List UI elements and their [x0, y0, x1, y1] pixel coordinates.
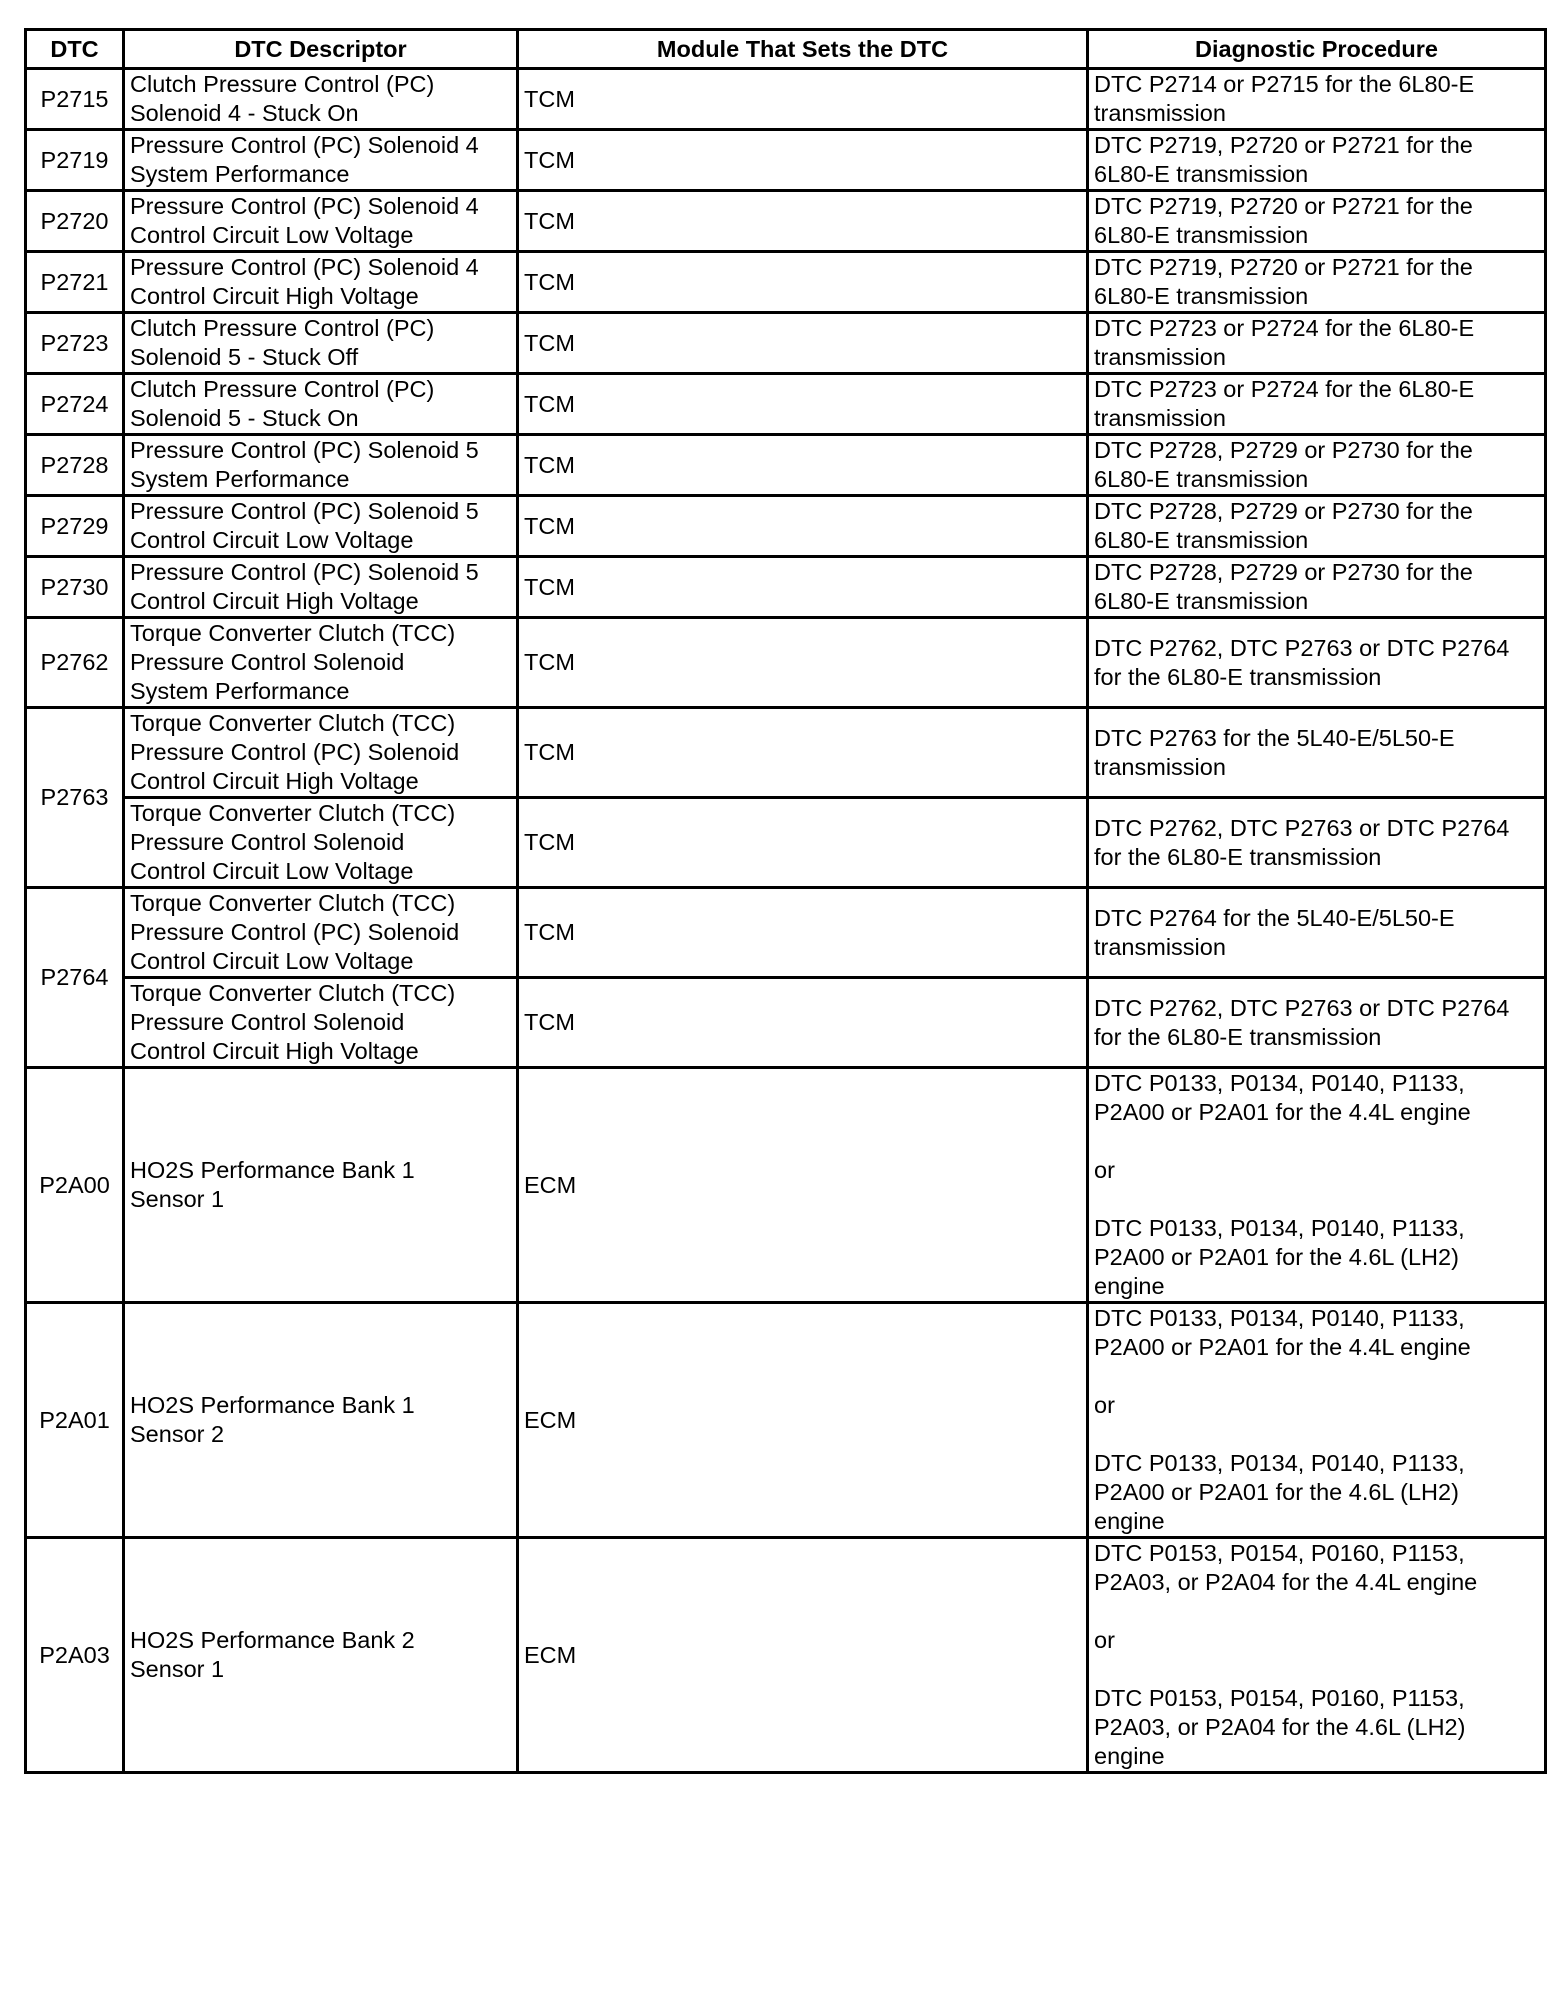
diagnostic-procedure-cell: DTC P2719, P2720 or P2721 for the 6L80-E transmission	[1088, 130, 1546, 191]
table-header	[26, 30, 1546, 69]
dtc-code-cell: P2A01	[26, 1303, 124, 1538]
diagnostic-procedure-cell: DTC P2762, DTC P2763 or DTC P2764 for the 6L80-E transmission	[1088, 798, 1546, 888]
dtc-code-cell: P2762	[26, 618, 124, 708]
dtc-code-cell: P2721	[26, 252, 124, 313]
table-row	[26, 1303, 1546, 1538]
module-cell: TCM	[518, 252, 1088, 313]
dtc-descriptor-cell: Torque Converter Clutch (TCC) Pressure Control (PC) Solenoid Control Circuit Low Voltage	[124, 888, 518, 978]
table-row	[26, 435, 1546, 496]
diagnostic-procedure-cell: DTC P2762, DTC P2763 or DTC P2764 for the 6L80-E transmission	[1088, 618, 1546, 708]
diagnostic-procedure-cell: DTC P2764 for the 5L40-E/5L50-E transmission	[1088, 888, 1546, 978]
table-row	[26, 978, 1546, 1068]
table-body	[26, 69, 1546, 1773]
dtc-descriptor-cell: Torque Converter Clutch (TCC) Pressure Control Solenoid System Performance	[124, 618, 518, 708]
table-row	[26, 496, 1546, 557]
dtc-code-cell: P2715	[26, 69, 124, 130]
diagnostic-procedure-cell: DTC P2728, P2729 or P2730 for the 6L80-E transmission	[1088, 496, 1546, 557]
diagnostic-procedure-cell: DTC P2723 or P2724 for the 6L80-E transmission	[1088, 313, 1546, 374]
dtc-code-cell: P2729	[26, 496, 124, 557]
dtc-descriptor-cell: HO2S Performance Bank 1 Sensor 2	[124, 1303, 518, 1538]
table-row	[26, 313, 1546, 374]
dtc-descriptor-cell: Pressure Control (PC) Solenoid 4 Control Circuit High Voltage	[124, 252, 518, 313]
diagnostic-procedure-cell: DTC P2723 or P2724 for the 6L80-E transmission	[1088, 374, 1546, 435]
module-cell: TCM	[518, 708, 1088, 798]
dtc-code-cell: P2720	[26, 191, 124, 252]
module-cell: TCM	[518, 69, 1088, 130]
diagnostic-procedure-cell: DTC P2728, P2729 or P2730 for the 6L80-E transmission	[1088, 557, 1546, 618]
dtc-descriptor-cell: Clutch Pressure Control (PC) Solenoid 5 - Stuck Off	[124, 313, 518, 374]
diagnostic-procedure-cell: DTC P2763 for the 5L40-E/5L50-E transmission	[1088, 708, 1546, 798]
table-row	[26, 191, 1546, 252]
dtc-descriptor-cell: HO2S Performance Bank 1 Sensor 1	[124, 1068, 518, 1303]
module-cell: TCM	[518, 374, 1088, 435]
module-cell: TCM	[518, 191, 1088, 252]
table-row	[26, 1538, 1546, 1773]
module-cell: TCM	[518, 798, 1088, 888]
module-cell: TCM	[518, 888, 1088, 978]
table-row	[26, 888, 1546, 978]
dtc-descriptor-cell: HO2S Performance Bank 2 Sensor 1	[124, 1538, 518, 1773]
module-cell: TCM	[518, 618, 1088, 708]
dtc-table	[24, 28, 1547, 1774]
dtc-descriptor-cell: Torque Converter Clutch (TCC) Pressure Control Solenoid Control Circuit High Voltage	[124, 978, 518, 1068]
dtc-descriptor-cell: Pressure Control (PC) Solenoid 5 Control Circuit High Voltage	[124, 557, 518, 618]
table-row	[26, 130, 1546, 191]
module-cell: TCM	[518, 978, 1088, 1068]
module-cell: TCM	[518, 557, 1088, 618]
diagnostic-procedure-cell: DTC P0153, P0154, P0160, P1153, P2A03, or P2A04 for the 4.4L engine or DTC P0153, P0154, P0160, P1153, P2A03, or P2A04 for the 4.6L (LH2) engine	[1088, 1538, 1546, 1773]
diagnostic-procedure-cell: DTC P2719, P2720 or P2721 for the 6L80-E transmission	[1088, 252, 1546, 313]
diagnostic-procedure-cell: DTC P0133, P0134, P0140, P1133, P2A00 or P2A01 for the 4.4L engine or DTC P0133, P0134, P0140, P1133, P2A00 or P2A01 for the 4.6L (LH2) engine	[1088, 1303, 1546, 1538]
dtc-descriptor-cell: Pressure Control (PC) Solenoid 4 Control Circuit Low Voltage	[124, 191, 518, 252]
dtc-code-cell: P2764	[26, 888, 124, 1068]
table-row	[26, 252, 1546, 313]
table-row	[26, 798, 1546, 888]
document-page	[24, 28, 1544, 1774]
header-dtc: DTC	[26, 30, 124, 69]
header-descriptor: DTC Descriptor	[124, 30, 518, 69]
table-row	[26, 374, 1546, 435]
dtc-code-cell: P2719	[26, 130, 124, 191]
dtc-code-cell: P2724	[26, 374, 124, 435]
table-row	[26, 1068, 1546, 1303]
module-cell: ECM	[518, 1303, 1088, 1538]
diagnostic-procedure-cell: DTC P2762, DTC P2763 or DTC P2764 for the 6L80-E transmission	[1088, 978, 1546, 1068]
dtc-descriptor-cell: Pressure Control (PC) Solenoid 5 System Performance	[124, 435, 518, 496]
diagnostic-procedure-cell: DTC P2728, P2729 or P2730 for the 6L80-E transmission	[1088, 435, 1546, 496]
dtc-descriptor-cell: Torque Converter Clutch (TCC) Pressure Control (PC) Solenoid Control Circuit High Voltage	[124, 708, 518, 798]
module-cell: TCM	[518, 496, 1088, 557]
dtc-code-cell: P2763	[26, 708, 124, 888]
dtc-code-cell: P2723	[26, 313, 124, 374]
table-row	[26, 708, 1546, 798]
dtc-code-cell: P2A03	[26, 1538, 124, 1773]
header-module: Module That Sets the DTC	[518, 30, 1088, 69]
diagnostic-procedure-cell: DTC P0133, P0134, P0140, P1133, P2A00 or P2A01 for the 4.4L engine or DTC P0133, P0134, P0140, P1133, P2A00 or P2A01 for the 4.6L (LH2) engine	[1088, 1068, 1546, 1303]
module-cell: ECM	[518, 1538, 1088, 1773]
dtc-code-cell: P2A00	[26, 1068, 124, 1303]
diagnostic-procedure-cell: DTC P2714 or P2715 for the 6L80-E transmission	[1088, 69, 1546, 130]
table-row	[26, 557, 1546, 618]
dtc-code-cell: P2728	[26, 435, 124, 496]
dtc-descriptor-cell: Pressure Control (PC) Solenoid 5 Control Circuit Low Voltage	[124, 496, 518, 557]
module-cell: TCM	[518, 313, 1088, 374]
dtc-descriptor-cell: Pressure Control (PC) Solenoid 4 System Performance	[124, 130, 518, 191]
dtc-code-cell: P2730	[26, 557, 124, 618]
module-cell: TCM	[518, 130, 1088, 191]
table-row	[26, 69, 1546, 130]
module-cell: TCM	[518, 435, 1088, 496]
header-procedure: Diagnostic Procedure	[1088, 30, 1546, 69]
dtc-descriptor-cell: Clutch Pressure Control (PC) Solenoid 5 - Stuck On	[124, 374, 518, 435]
table-row	[26, 618, 1546, 708]
module-cell: ECM	[518, 1068, 1088, 1303]
header-row	[26, 30, 1546, 69]
diagnostic-procedure-cell: DTC P2719, P2720 or P2721 for the 6L80-E transmission	[1088, 191, 1546, 252]
dtc-descriptor-cell: Torque Converter Clutch (TCC) Pressure Control Solenoid Control Circuit Low Voltage	[124, 798, 518, 888]
dtc-descriptor-cell: Clutch Pressure Control (PC) Solenoid 4 - Stuck On	[124, 69, 518, 130]
